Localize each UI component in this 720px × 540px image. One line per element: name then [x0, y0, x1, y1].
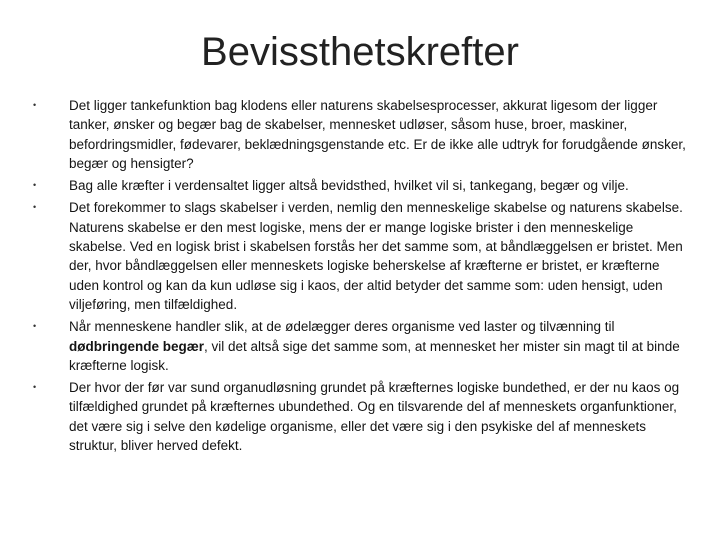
bullet-item [30, 317, 690, 375]
bullet-text: Bag alle kræfter i verdensaltet ligger altså bevidsthed, hvilket vil si, tankegang, begær og vilje. [69, 178, 629, 194]
bullet-list [30, 96, 690, 458]
bullet-text: Det ligger tankefunktion bag klodens eller naturens skabelsesprocesser, akkurat ligesom der ligger tanker, ønsker og begær bag de skabelser, mennesket udløser, såsom huse, broer, maskiner, befordringsmidler, fødevarer, beklædningsgenstande etc. Er de ikke alle udtryk for forudgående ønsker, begær og hensigter? [69, 98, 686, 172]
bullet-text: Der hvor der før var sund organudløsning grundet på kræfternes logiske bundethed, er der nu kaos og tilfældighed grundet på kræfternes ubundethed. Og en tilsvarende del af menneskets organfunktioner, det være sig i selve den kødelige organisme, eller det være sig i den psykiske del af menneskets struktur, bliver herved defekt. [69, 380, 680, 454]
bullet-dot-icon: • [33, 321, 37, 332]
bullet-item [30, 198, 690, 314]
bullet-dot-icon: • [33, 180, 37, 191]
bullet-text-before: Når menneskene handler slik, at de ødelægger deres organisme ved laster og tilvænning til [69, 319, 615, 335]
bullet-dot-icon: • [33, 100, 37, 110]
bullet-dot-icon: • [33, 382, 37, 393]
slide-title: Bevissthetskrefter [201, 30, 519, 74]
bullet-text: Det forekommer to slags skabelser i verden, nemlig den menneskelige skabelse og naturens skabelse. Naturens skabelse er den mest logiske, mens der er mange logiske brister i den menneskelige skabelse. Ved en logisk brist i skabelsen forstås her det samme som, at båndlæggelsen er bristet. Men der, hvor båndlæggelsen eller menneskets logiske beherskelse af kræfterne er bristet, er kræfterne uden kontrol og kan da kun udløse sig i kaos, der altid betyder det samme som: uden hensigt, uden viljeføring, men tilfældighed. [69, 200, 683, 313]
bullet-item [30, 96, 690, 174]
bullet-text-after: , vil det altså sige det samme som, at mennesket her mister sin magt til at binde kræfterne logisk. [69, 338, 680, 374]
bullet-item [30, 176, 690, 195]
bullet-dot-icon: • [33, 202, 37, 213]
bullet-text-bold: dødbringende begær [69, 338, 204, 354]
bullet-item [30, 378, 690, 456]
